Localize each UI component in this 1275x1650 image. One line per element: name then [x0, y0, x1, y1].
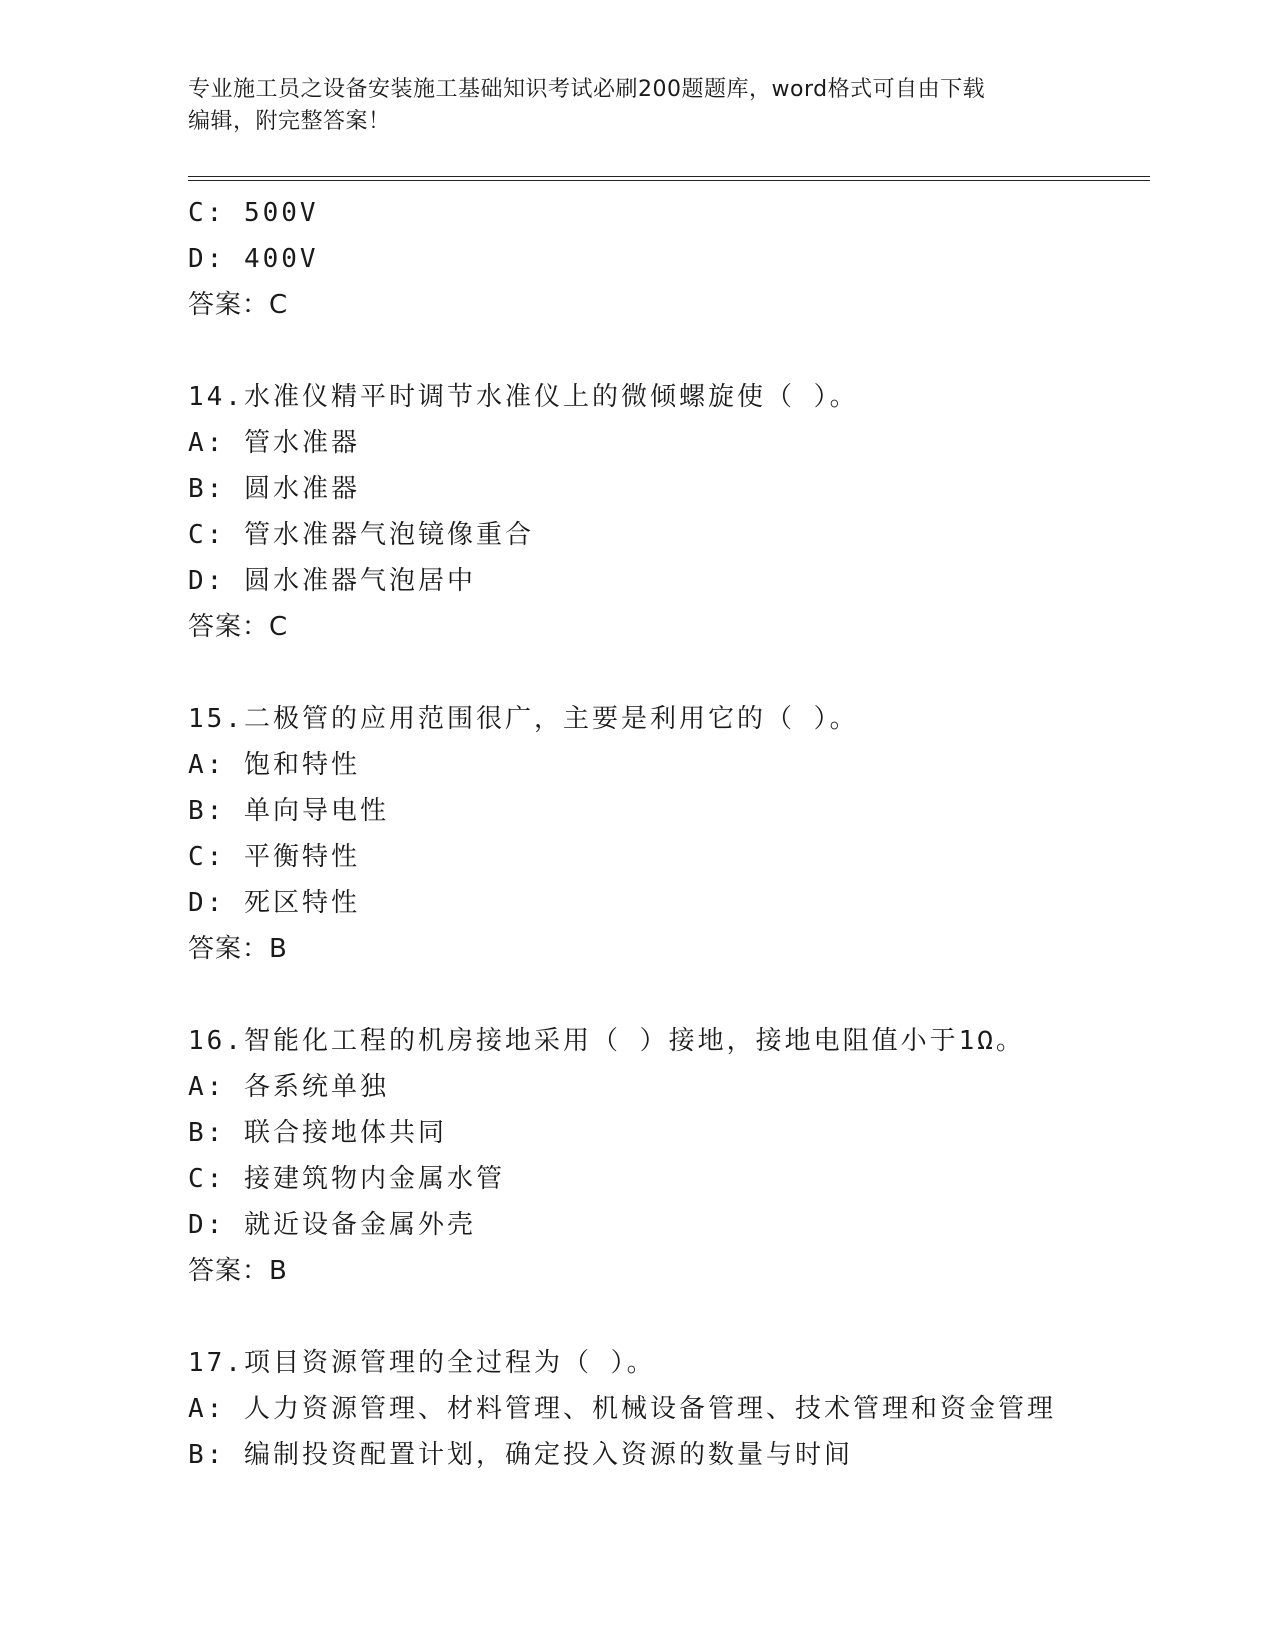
answer: 答案：C — [188, 612, 289, 642]
question-13-tail — [188, 190, 1148, 328]
option-d: D: 就近设备金属外壳 — [188, 1210, 476, 1240]
header-title-line-1: 专业施工员之设备安装施工基础知识考试必刷200题题库，word格式可自由下载 — [188, 77, 986, 102]
question-list — [188, 190, 1148, 1478]
header-divider — [188, 176, 1150, 181]
spacer — [188, 328, 1148, 374]
spacer — [188, 972, 1148, 1018]
question-14 — [188, 374, 1148, 650]
answer: 答案：B — [188, 934, 288, 964]
option-a: A: 人力资源管理、材料管理、机械设备管理、技术管理和资金管理 — [188, 1394, 1056, 1424]
option-b: B: 圆水准器 — [188, 474, 360, 504]
option-a: A: 各系统单独 — [188, 1072, 389, 1102]
spacer — [188, 650, 1148, 696]
option-b: B: 编制投资配置计划，确定投入资源的数量与时间 — [188, 1440, 853, 1470]
option-a: A: 饱和特性 — [188, 750, 360, 780]
question-16 — [188, 1018, 1148, 1294]
option-d: D: 圆水准器气泡居中 — [188, 566, 476, 596]
question-stem: 17.项目资源管理的全过程为（ ）。 — [188, 1348, 656, 1378]
option-a: A: 管水准器 — [188, 428, 360, 458]
answer: 答案：B — [188, 1256, 288, 1286]
option-c: C: 500V — [188, 198, 319, 228]
option-d: D: 死区特性 — [188, 888, 360, 918]
question-stem: 14.水准仪精平时调节水准仪上的微倾螺旋使（ ）。 — [188, 382, 859, 412]
option-b: B: 单向导电性 — [188, 796, 389, 826]
spacer — [188, 1294, 1148, 1340]
option-c: C: 管水准器气泡镜像重合 — [188, 520, 534, 550]
question-stem: 16.智能化工程的机房接地采用（ ）接地，接地电阻值小于1Ω。 — [188, 1026, 1025, 1056]
question-stem: 15.二极管的应用范围很广，主要是利用它的（ ）。 — [188, 704, 859, 734]
question-17 — [188, 1340, 1148, 1478]
answer: 答案：C — [188, 290, 289, 320]
option-c: C: 接建筑物内金属水管 — [188, 1164, 505, 1194]
option-b: B: 联合接地体共同 — [188, 1118, 447, 1148]
document-header — [188, 74, 1068, 138]
option-c: C: 平衡特性 — [188, 842, 360, 872]
option-d: D: 400V — [188, 244, 319, 274]
question-15 — [188, 696, 1148, 972]
header-title-line-2: 编辑，附完整答案！ — [188, 109, 391, 134]
